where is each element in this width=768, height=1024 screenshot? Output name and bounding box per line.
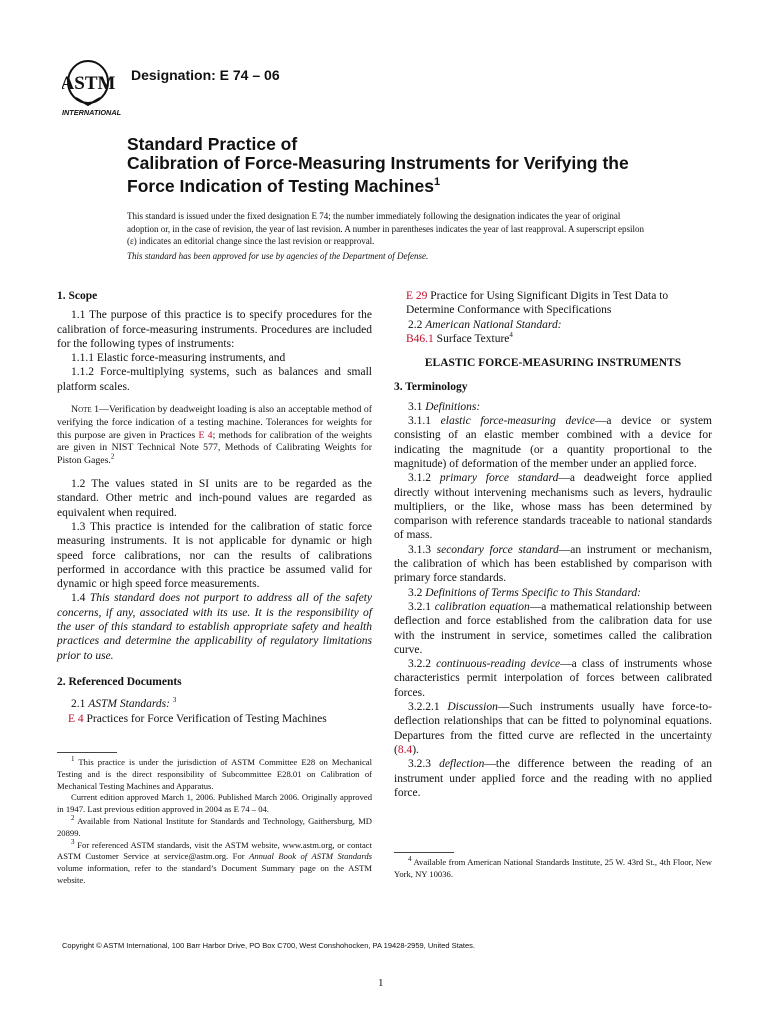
para-1-1-2: 1.1.2 Force-multiplying systems, such as balances and small platform scales. (57, 366, 372, 393)
preamble: This standard is issued under the fixed designation E 74; the number immediately following the designation indicates the year of original adoption or, in the case of revision, the year of last revision. A number in parentheses indicates the year of last reapproval. A superscript epsilon (ε) indicates an editorial change since the last revision or reapproval. (127, 211, 644, 246)
ref-e4-link[interactable]: E 4 (198, 429, 213, 441)
dod-approval-note: This standard has been approved for use by agencies of the Department of Defense. (127, 251, 429, 261)
footnotes-left (57, 757, 372, 887)
ref-b46-entry: B46.1 Surface Texture$^4$ (406, 331, 513, 345)
para-1-1-1: 1.1.1 Elastic force-measuring instruments, and (71, 352, 286, 365)
para-3-1-3: 3.1.3 secondary force standard—an instrument or mechanism, the calibration of which has been established by comparison with primary force standards. (394, 543, 713, 585)
ref-8-4-link[interactable]: 8.4 (397, 743, 413, 756)
para-2-1: 2.1 ASTM Standards: $^3$ (71, 696, 177, 711)
para-3-2-1: 3.2.1 calibration equation—a mathematical relationship between deflection and force established from the calibration data for use with the instrument in service, sometimes called the calibration curve. (394, 600, 713, 656)
para-3-1-1: 3.1.1 elastic force-measuring device—a device or system consisting of an elastic member combined with a device for indicating the magnitude (or a quantity proportional to the magnitude) of deformation of the member under an applied force. (394, 415, 713, 470)
designation: Designation: E 74 – 06 (131, 67, 280, 83)
copyright-footer: Copyright © ASTM International, 100 Barr Harbor Drive, PO Box C700, West Conshohocken, PA 19428-2959, United States. (62, 941, 475, 950)
footnote-3: $^3$ For referenced ASTM standards, visit the ASTM website, www.astm.org, or contact ASTM Customer Service at service@astm.org. For Annual Book of ASTM Standards volume information, refer to the standard’s Document Summary page on the ASTM website. (57, 837, 372, 885)
para-3-1: 3.1 Definitions: (408, 400, 481, 413)
footnote-1: $^1$ This practice is under the jurisdiction of ASTM Committee E28 on Mechanical Testing and is the direct responsibility of Subcommittee E28.01 on Calibration of Mechanical Testing Machines and Apparatus. (57, 755, 372, 791)
page-number: 1 (378, 977, 384, 989)
section-3-heading: 3. Terminology (394, 381, 468, 394)
elastic-instruments-heading: ELASTIC FORCE-MEASURING INSTRUMENTS (424, 357, 682, 370)
ref-e29-entry: E 29 Practice for Using Significant Digits in Test Data to Determine Conformance with Specifications (406, 290, 669, 317)
para-1-3: 1.3 This practice is intended for the calibration of static force measuring instruments. It is not applicable for dynamic or high speed force calibrations, nor can the results of calibrations performed in accordance with this practice be assumed valid for dynamic or high speed force measurements. (57, 520, 372, 591)
para-3-2-3: 3.2.3 deflection—the difference between the reading of an instrument under applied force and the reading with no applied force. (394, 758, 712, 799)
title-line-2: Calibration of Force-Measuring Instruments for Verifying the (127, 153, 629, 173)
logo-wordmark: INTERNATIONAL (62, 108, 122, 117)
footnote-4: $^4$ Available from American National Standards Institute, 25 W. 43rd St., 4th Floor, New York, NY 10036. (394, 855, 712, 879)
title-line-3: Force Indication of Testing Machines (127, 175, 434, 196)
left-column (57, 289, 372, 726)
footnote-1-edition: Current edition approved March 1, 2006. Published March 2006. Originally approved in 1947. Last previous edition approved in 2004 as E 74 – 04. (57, 792, 372, 815)
ref-e29-link[interactable]: E 29 (406, 290, 428, 302)
ref-e4-entry: E 4 Practices for Force Verification of Testing Machines (68, 712, 327, 725)
footnote-rule-right (394, 852, 454, 853)
right-column (394, 289, 712, 800)
section-2-heading: 2. Referenced Documents (57, 675, 182, 688)
para-3-1-2: 3.1.2 primary force standard—a deadweight force applied directly without intervening mechanisms such as levers, hydraulic multipliers, or the like, whose mass has been determined by comparison with reference standards traceable to national standards of mass. (394, 472, 712, 542)
title-footnote-ref[interactable]: 1 (433, 176, 441, 188)
para-3-2-2: 3.2.2 continuous-reading device—a class of instruments whose characteristics permit interpolation of forces between calibrated forces. (394, 658, 713, 699)
footnote-rule-left (57, 752, 117, 753)
para-1-1: 1.1 The purpose of this practice is to specify procedures for the calibration of force-measuring instruments. Procedures are included for the following types of instruments: (57, 309, 372, 350)
title-line-1: Standard Practice of (127, 134, 298, 154)
para-3-2: 3.2 Definitions of Terms Specific to This Standard: (408, 586, 641, 599)
svg-text:ASTM: ASTM (62, 73, 116, 94)
astm-logo (62, 58, 124, 122)
para-1-2: 1.2 The values stated in SI units are to be regarded as the standard. Other metric and inch-pound values are regarded as equivalent when required. (57, 478, 372, 519)
ref-e4-entry-link[interactable]: E 4 (68, 712, 84, 725)
document-title (127, 135, 687, 196)
footnote-2: $^2$ Available from National Institute for Standards and Technology, Gaithersburg, MD 20899. (57, 814, 372, 838)
note-1: Note 1—Verification by deadweight loading is also an acceptable method of verifying the force indication of a testing machine. Tolerances for weights for this purpose are given in Practices E 4; methods for calibration of the weights are given in NIST Technical Note 577, Methods of Calibrating Weights for Piston Gages.$^2$ (57, 404, 372, 467)
para-3-2-2-1: 3.2.2.1 Discussion—Such instruments usually have force-to-deflection relationships that can be fitted to polynominal equations. Departures from the fitted curve are reflected in the uncertainty (8.4). (394, 701, 712, 756)
ref-b46-link[interactable]: B46.1 (406, 332, 434, 345)
section-1-heading: 1. Scope (57, 290, 98, 302)
para-1-4: 1.4 This standard does not purport to address all of the safety concerns, if any, associated with its use. It is the responsibility of the user of this standard to establish appropriate safety and health practices and determine the applicability of regulatory limitations prior to use. (57, 592, 372, 662)
para-2-2: 2.2 American National Standard: (408, 318, 562, 331)
